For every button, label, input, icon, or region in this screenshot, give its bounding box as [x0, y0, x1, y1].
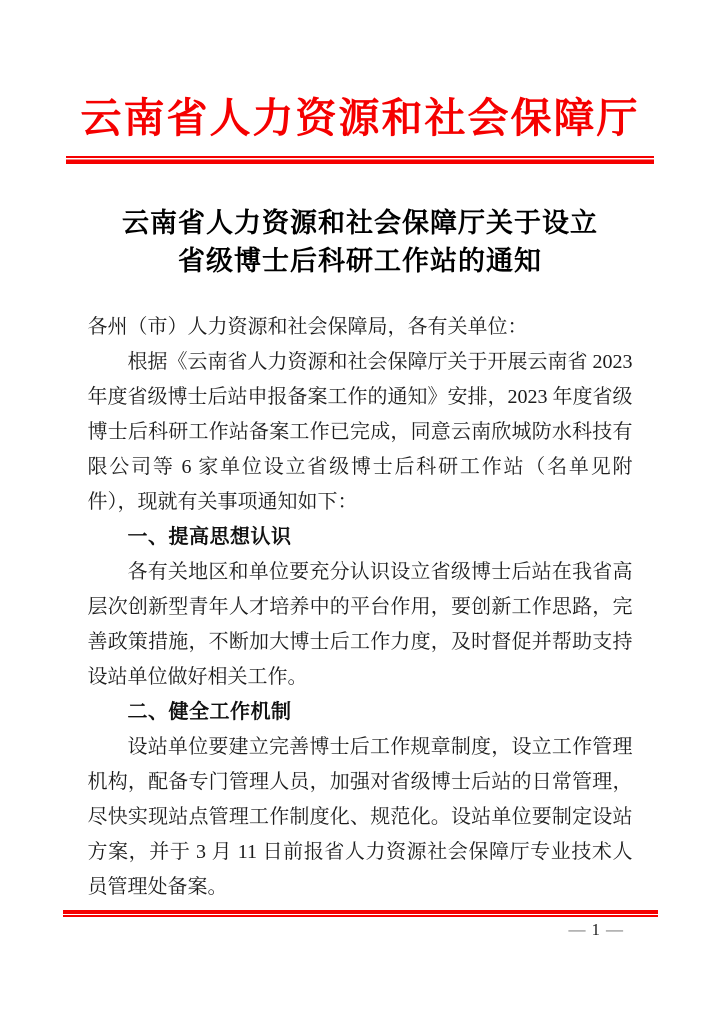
document-title: [0, 204, 720, 280]
body-paragraph-section2: 设站单位要建立完善博士后工作规章制度，设立工作管理机构，配备专门管理人员，加强对省级博士后站的日常管理，尽快实现站点管理工作制度化、规范化。设站单位要制定设站方案，并于 3 月 11 日前报省人力资源社会保障厅专业技术人员管理处备案。: [87, 736, 633, 898]
page-number: [569, 919, 626, 941]
body-paragraph-intro: 根据《云南省人力资源和社会保障厅关于开展云南省 2023 年度省级博士后站申报备案工作的通知》安排，2023 年度省级博士后科研工作站备案工作已完成，同意云南欣城防水科技有限公司等 6 家单位设立省级博士后科研工作站（名单见附件），现就有关事项通知如下：: [87, 351, 633, 513]
document-title-line2: 省级博士后科研工作站的通知: [178, 246, 542, 276]
section-heading-1: 一、提高思想认识: [127, 526, 292, 548]
masthead-divider: [66, 156, 654, 164]
document-body: [88, 310, 633, 905]
salutation-line: 各州（市）人力资源和社会保障局，各有关单位：: [87, 316, 528, 338]
document-title-line1: 云南省人力资源和社会保障厅关于设立: [122, 208, 598, 238]
agency-masthead-title: 云南省人力资源和社会保障厅: [80, 95, 640, 141]
page-number-dash-right: —: [606, 920, 625, 939]
footer-divider: [63, 910, 658, 917]
page-number-value: 1: [591, 920, 602, 939]
page-number-dash-left: —: [568, 920, 588, 939]
section-heading-2: 二、健全工作机制: [127, 701, 292, 723]
body-paragraph-section1: 各有关地区和单位要充分认识设立省级博士后站在我省高层次创新型青年人才培养中的平台作用，要创新工作思路，完善政策措施，不断加大博士后工作力度，及时督促并帮助支持设站单位做好相关工作。: [87, 561, 633, 688]
